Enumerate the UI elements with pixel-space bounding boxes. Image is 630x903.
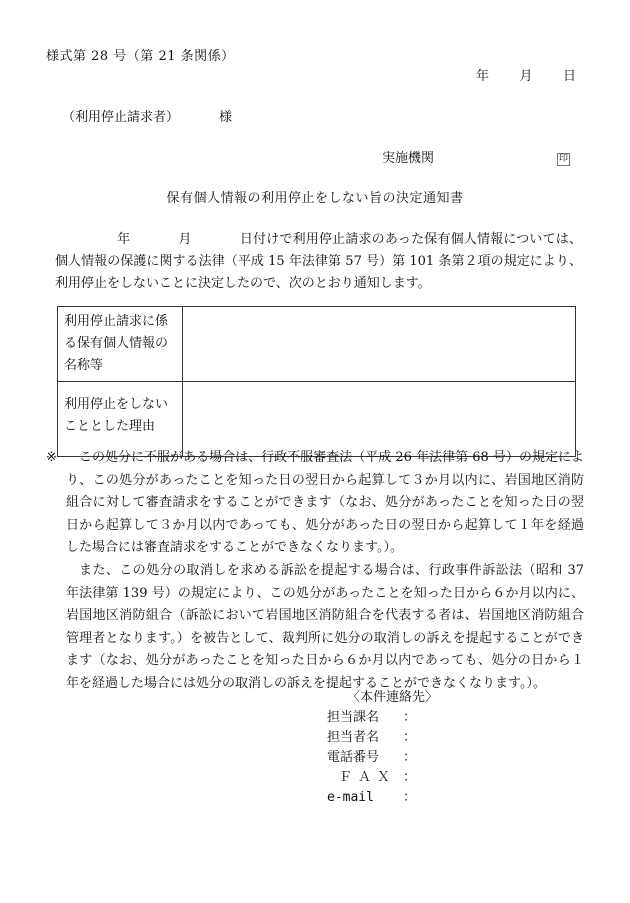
note-appeal-paragraph: この処分に不服がある場合は、行政不服審査法（平成 26 年法律第 68 号）の規定により、この処分があったことを知った日の翌日から起算して３か月以内に、岩国地区消防組合に対して審査請求をすることができます（なお、処分があったことを知った日の翌日から起算して３か月以内であっても、処分があった日の翌日から起算して１年を経過した場合には審査請求をすることができなくなります。）。 — [66, 450, 584, 556]
recipient-line — [62, 111, 232, 124]
contact-label: 担当課名 — [327, 710, 380, 725]
contact-sep: ： — [403, 790, 417, 805]
row-value-reason — [183, 382, 576, 457]
contact-sep: ： — [403, 710, 417, 725]
form-number: 様式第 28 号（第 21 条関係） — [46, 49, 235, 64]
date-year: 年 — [476, 69, 490, 84]
document-title: 保有個人情報の利用停止をしない旨の決定通知書 — [166, 191, 464, 206]
info-table — [57, 306, 576, 457]
contact-label: 担当者名 — [327, 730, 380, 745]
contact-row — [327, 748, 438, 768]
issue-date — [476, 70, 576, 83]
contact-row — [327, 728, 438, 748]
agency-label: 実施機関 — [382, 151, 435, 166]
row-label-info-name: 利用停止請求に係る保有個人情報の名称等 — [58, 307, 183, 382]
row-value-info-name — [183, 307, 576, 382]
date-month: 月 — [519, 69, 533, 84]
contact-label: 電話番号 — [327, 750, 380, 765]
agency-line — [382, 152, 570, 166]
table-row — [58, 307, 576, 382]
note-lawsuit-paragraph: また、この処分の取消しを求める訴訟を提起する場合は、行政事件訴訟法（昭和 37 年法律第 139 号）の規定により、この処分があったことを知った日から６か月以内に、岩国地区消防組合（訴訟において岩国地区消防組合を代表する者は、岩国地区消防組合管理者となります。）を被告として、裁判所に処分の取消しの訴えを提起することができます（なお、処分があったことを知った日から６か月以内であっても、処分の日から１年を経過した場合には処分の取消しの訴えを提起することができなくなります。）。 — [66, 562, 584, 691]
contact-sep: ： — [403, 750, 417, 765]
note-block — [46, 447, 584, 696]
contact-sep: ： — [403, 770, 417, 785]
contact-heading: 〈本件連絡先〉 — [347, 690, 439, 705]
date-day: 日 — [562, 69, 576, 84]
body-date-year: 年 — [117, 232, 131, 247]
contact-row — [327, 768, 438, 788]
body-date-month: 月 — [178, 232, 192, 247]
notes-section — [46, 447, 584, 696]
honorific: 様 — [219, 110, 233, 125]
contact-label: ＦＡＸ — [339, 770, 397, 785]
contact-row — [327, 788, 438, 808]
row-label-reason: 利用停止をしないこととした理由 — [58, 382, 183, 457]
recipient-name: （利用停止請求者） — [62, 110, 180, 125]
seal-mark: 印 — [558, 154, 568, 164]
note-mark: ※ — [46, 450, 57, 465]
contact-sep: ： — [403, 730, 417, 745]
table-row — [58, 382, 576, 457]
contact-row — [327, 708, 438, 728]
body-text: 日付けで利用停止請求のあった保有個人情報については、個人情報の保護に関する法律（平成 15 年法律第 57 号）第 101 条第２項の規定により、利用停止をしないことに決定したので、次のとおり通知します。 — [55, 232, 582, 291]
body-paragraph — [55, 229, 582, 295]
contact-label: e-mail — [327, 790, 374, 805]
contact-block — [327, 688, 438, 808]
